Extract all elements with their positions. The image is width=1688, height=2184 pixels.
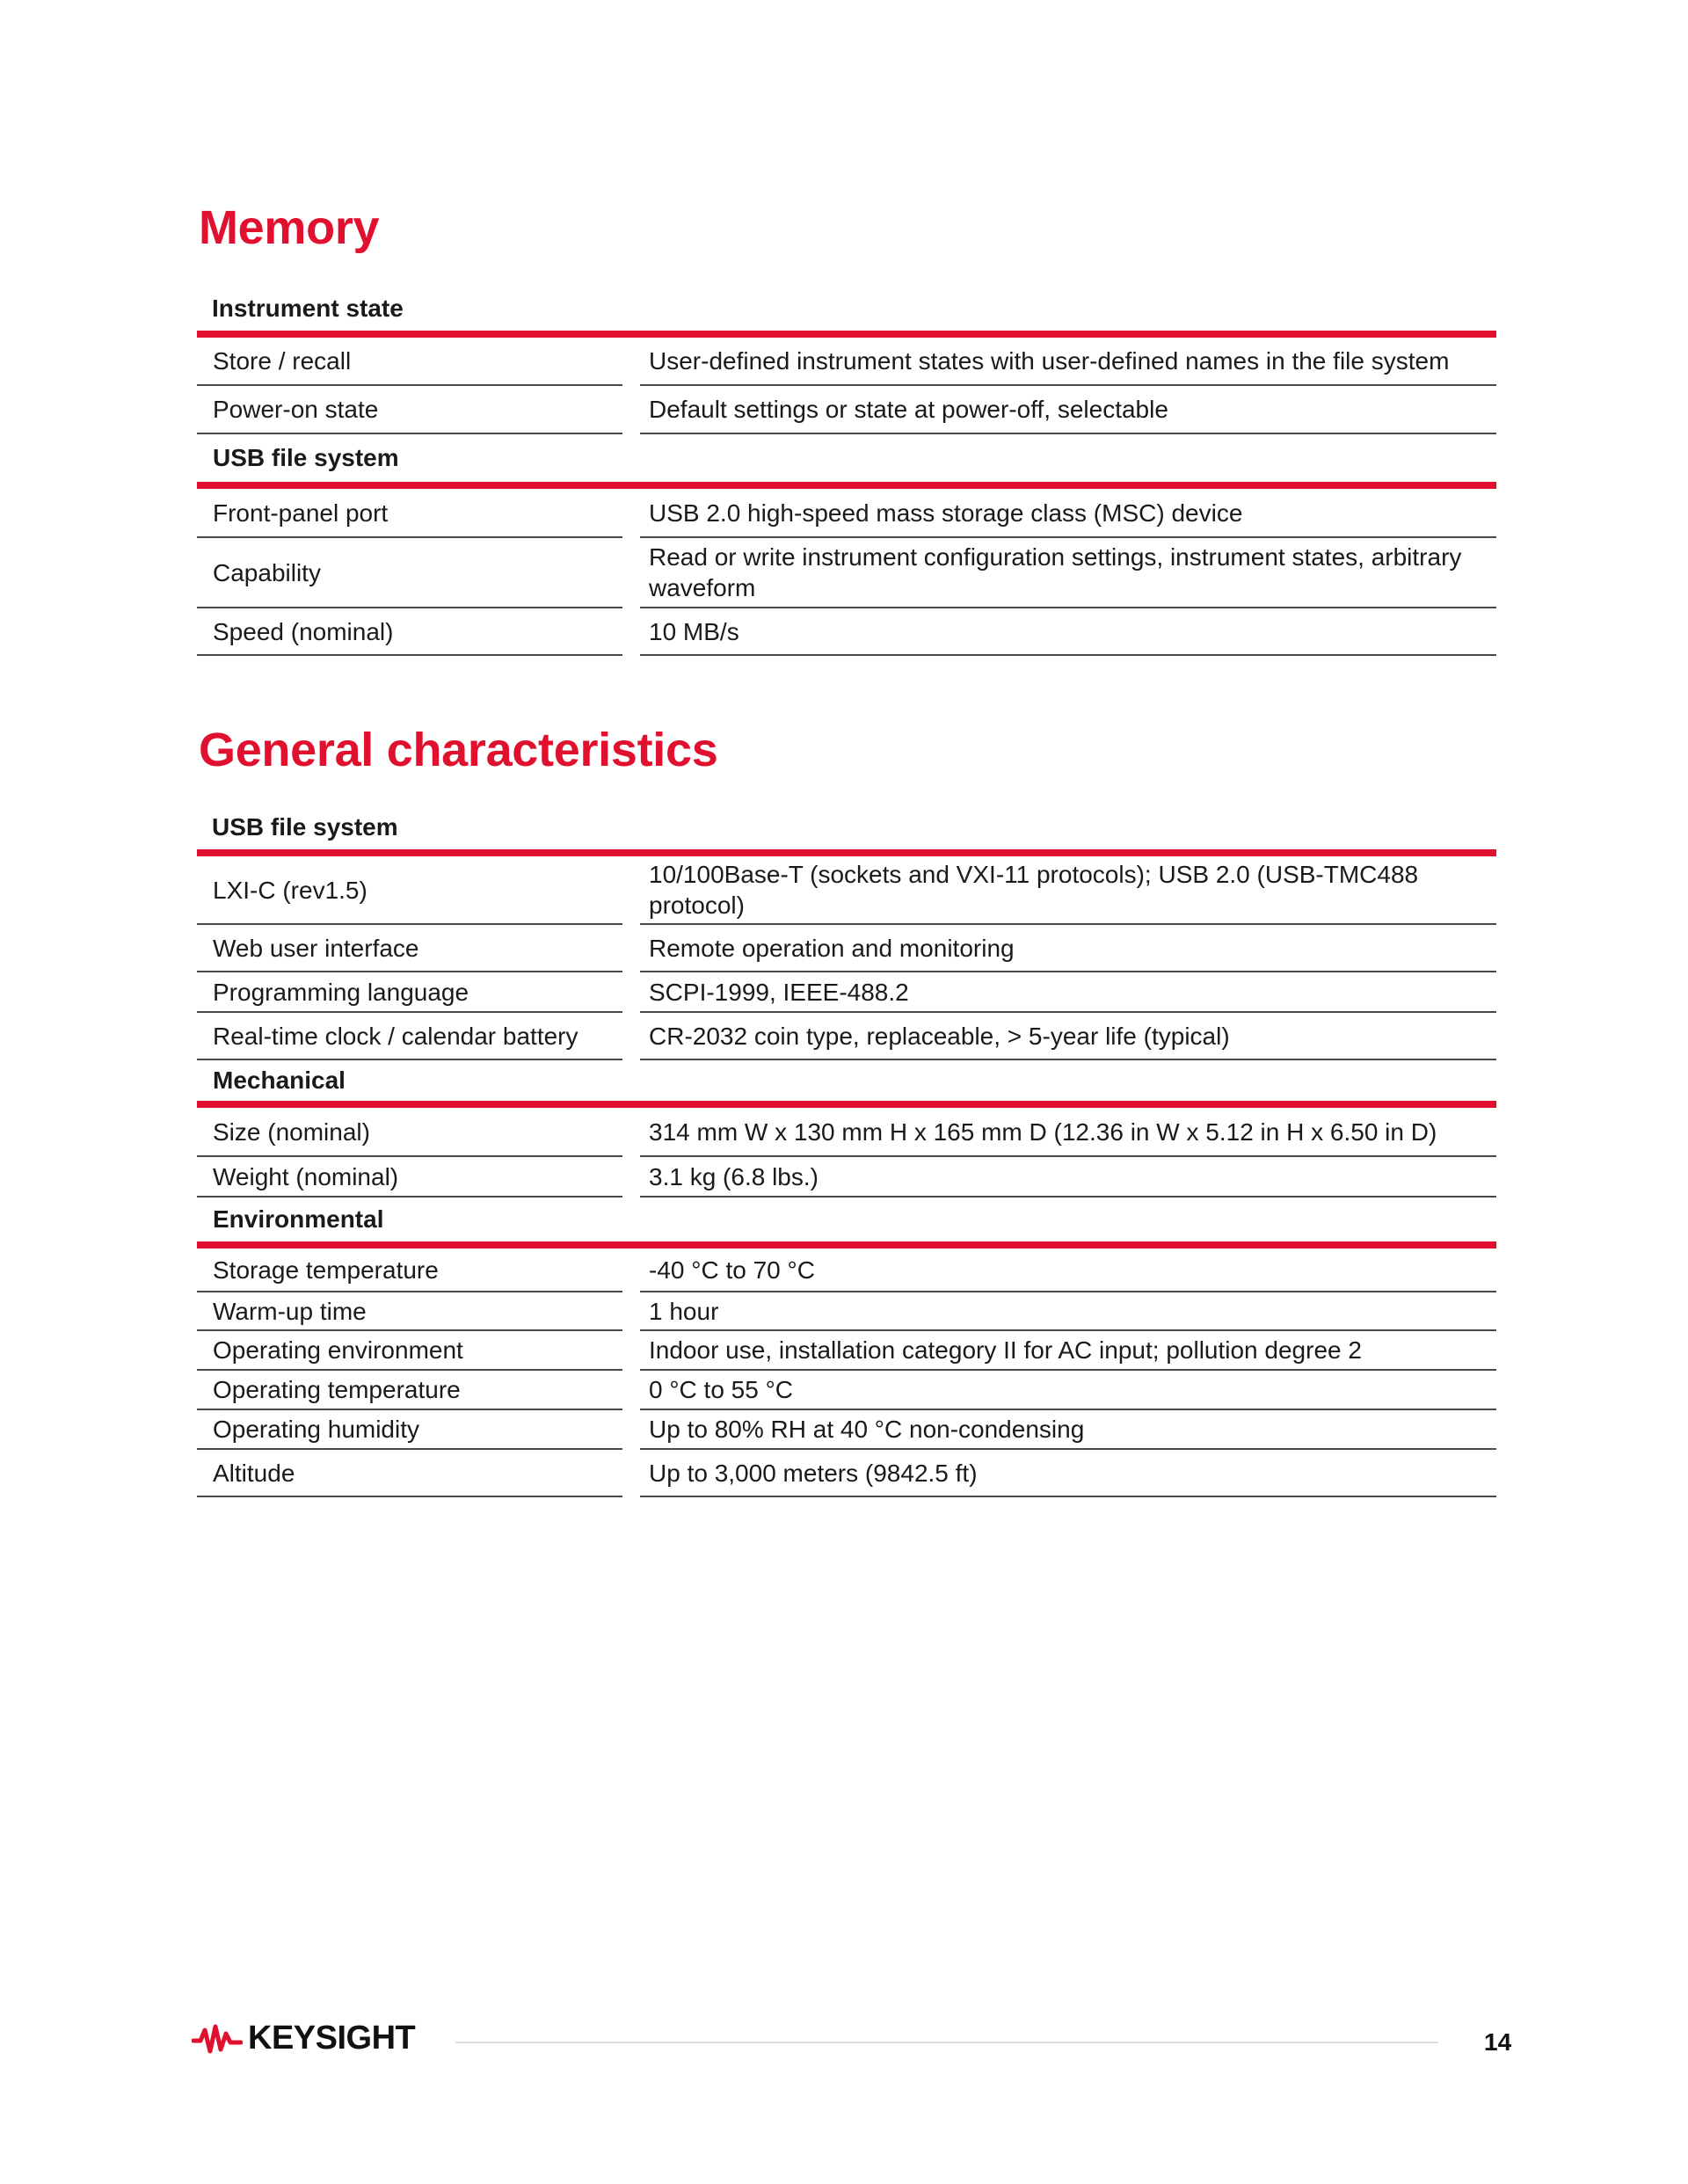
table-row [197,1249,1496,1292]
row-value: 1 hour [640,1292,1496,1331]
table-row [197,338,1496,386]
row-label: Power-on state [197,386,622,434]
row-value: Default settings or state at power-off, selectable [640,386,1496,434]
table-row [197,856,1496,925]
row-value: 0 °C to 55 °C [640,1371,1496,1410]
red-rule [197,1241,1496,1249]
table-row [197,925,1496,972]
red-rule [197,849,1496,856]
group-header-mechanical: Mechanical [213,1067,346,1094]
row-label: Front-panel port [197,489,622,538]
row-value: 10 MB/s [640,608,1496,656]
red-rule [197,331,1496,338]
row-label: Speed (nominal) [197,608,622,656]
row-label: Weight (nominal) [197,1157,622,1198]
table-row [197,972,1496,1013]
row-label: Storage temperature [197,1249,622,1292]
row-value: 3.1 kg (6.8 lbs.) [640,1157,1496,1198]
group-header-environmental: Environmental [213,1205,384,1233]
row-value: 314 mm W x 130 mm H x 165 mm D (12.36 in W x 5.12 in H x 6.50 in D) [640,1108,1496,1157]
row-value: Up to 3,000 meters (9842.5 ft) [640,1450,1496,1497]
table-row [197,489,1496,538]
table-row [197,1371,1496,1410]
row-value: Up to 80% RH at 40 °C non-condensing [640,1410,1496,1450]
table-row [197,1013,1496,1060]
group-header-usb-file-system: USB file system [212,813,398,841]
table-row [197,1292,1496,1331]
row-value: CR-2032 coin type, replaceable, > 5-year life (typical) [640,1013,1496,1060]
memory-spec-table [197,287,1496,656]
row-label: Store / recall [197,338,622,386]
row-value: Remote operation and monitoring [640,925,1496,972]
row-label: Size (nominal) [197,1108,622,1157]
general-spec-table [197,805,1496,1497]
table-row [197,1331,1496,1371]
red-rule [197,482,1496,489]
footer-divider [455,2042,1438,2043]
row-value: -40 °C to 70 °C [640,1249,1496,1292]
row-value: USB 2.0 high-speed mass storage class (MSC) device [640,489,1496,538]
row-label: Programming language [197,972,622,1013]
keysight-logo [192,2020,415,2057]
table-row [197,1157,1496,1198]
table-row [197,538,1496,608]
table-row [197,386,1496,434]
row-label: Operating humidity [197,1410,622,1450]
row-label: LXI-C (rev1.5) [197,856,622,925]
page-number: 14 [1484,2028,1512,2056]
table-row [197,1450,1496,1497]
row-label: Capability [197,538,622,608]
memory-title: Memory [199,201,380,254]
row-value: 10/100Base-T (sockets and VXI-11 protocols); USB 2.0 (USB-TMC488 protocol) [640,856,1496,925]
row-value: User-defined instrument states with user-defined names in the file system [640,338,1496,386]
row-label: Operating temperature [197,1371,622,1410]
keysight-waveform-icon [192,2021,243,2057]
brand-name: KEYSIGHT [248,2020,416,2057]
table-row [197,1410,1496,1450]
table-row [197,1108,1496,1157]
row-label: Operating environment [197,1331,622,1371]
table-row [197,608,1496,656]
row-value: SCPI-1999, IEEE-488.2 [640,972,1496,1013]
row-label: Warm-up time [197,1292,622,1331]
group-header-instrument-state: Instrument state [212,295,404,322]
group-header-usb-file-system: USB file system [213,444,399,471]
row-label: Real-time clock / calendar battery [197,1013,622,1060]
row-value: Indoor use, installation category II for AC input; pollution degree 2 [640,1331,1496,1371]
row-value: Read or write instrument configuration settings, instrument states, arbitrary waveform [640,538,1496,608]
red-rule [197,1101,1496,1108]
general-characteristics-title: General characteristics [199,724,718,776]
row-label: Altitude [197,1450,622,1497]
row-label: Web user interface [197,925,622,972]
